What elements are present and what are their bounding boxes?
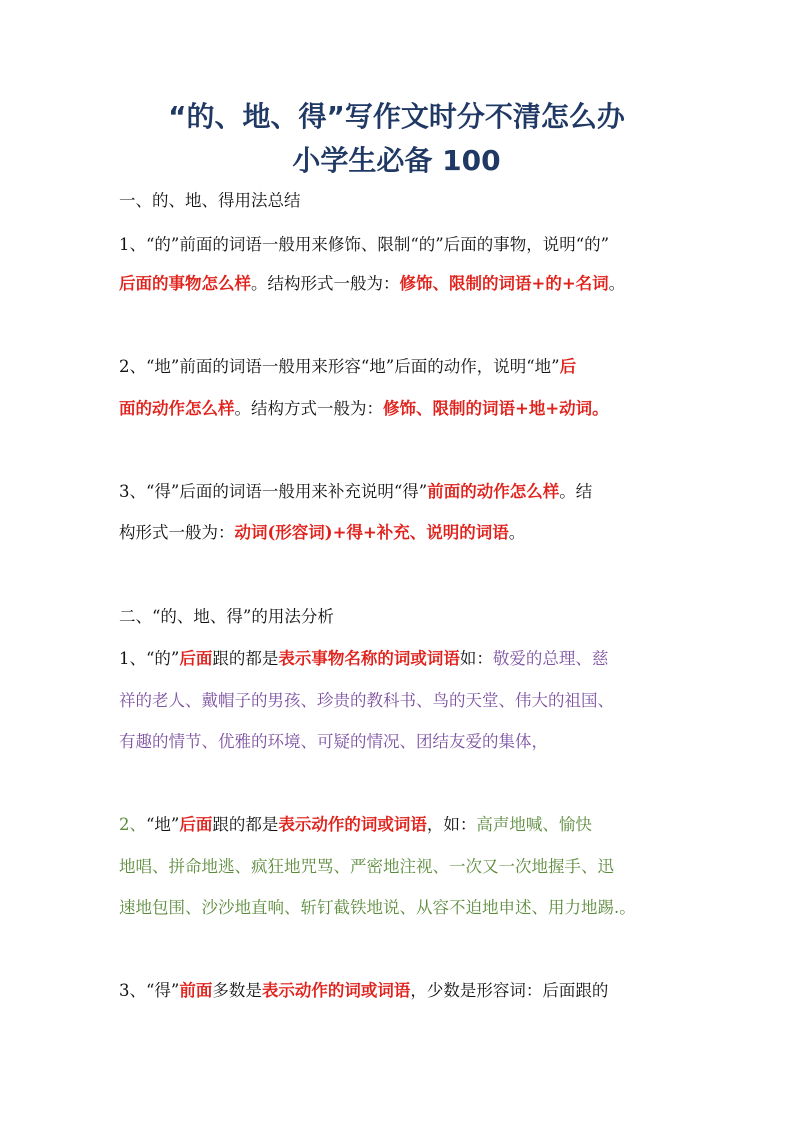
example-text: 高声地喊、愉快 <box>476 815 592 834</box>
highlight: 后面的事物怎么样 <box>119 274 251 293</box>
example-text: 敬爱的总理、慈 <box>492 649 609 668</box>
text: 3、“得” <box>119 981 180 1000</box>
text: 跟的都是 <box>212 649 279 668</box>
highlight: 前面的动作怎么样 <box>427 482 560 501</box>
text: 跟的都是 <box>212 815 279 834</box>
text: ，如： <box>426 815 477 834</box>
s1-item1-line2 <box>119 273 679 295</box>
s1-item3-line2 <box>119 522 679 544</box>
text: 。结构方式一般为： <box>234 399 383 418</box>
highlight: 表示动作的词或词语 <box>261 981 411 1000</box>
page-subtitle: 小学生必备 100 <box>292 144 501 177</box>
page-title: “的、地、得”写作文时分不清怎么办 <box>168 100 625 133</box>
section2-heading: 二、“的、地、得”的用法分析 <box>119 607 334 626</box>
highlight: 前面 <box>179 981 213 1000</box>
s2-item3-line1 <box>119 980 679 1002</box>
item-number: 2、 <box>119 815 146 834</box>
s1-item1-line1: 1、“的”前面的词语一般用来修饰、限制“的”后面的事物，说明“的” <box>119 235 610 254</box>
text: 如： <box>459 649 493 668</box>
text: “地” <box>146 815 180 834</box>
highlight: 后面 <box>179 649 213 668</box>
text: 3、“得”后面的词语一般用来补充说明“得” <box>119 482 428 501</box>
highlight: 面的动作怎么样 <box>119 399 235 418</box>
text: 。结构形式一般为： <box>251 274 400 293</box>
highlight: 动词(形容词)+得+补充、说明的词语 <box>234 523 509 542</box>
highlight: 表示动作的词或词语 <box>278 815 427 834</box>
text: 。 <box>608 274 626 293</box>
s2-item1-line1 <box>119 648 679 670</box>
s1-item2-line1 <box>119 356 679 378</box>
text: 构形式一般为： <box>119 523 235 542</box>
text: ，少数是形容词：后面跟的 <box>410 981 609 1000</box>
text: 。 <box>508 523 526 542</box>
text: 多数是 <box>212 981 262 1000</box>
highlight: 后面 <box>179 815 213 834</box>
s2-item2-line3: 速地包围、沙沙地直响、斩钉截铁地说、从容不迫地申述、用力地踢.。 <box>119 898 636 917</box>
highlight: 表示事物名称的词或词语 <box>278 649 460 668</box>
s2-item1-line3: 有趣的情节、优雅的环境、可疑的情况、团结友爱的集体， <box>119 732 548 751</box>
text: 1、“的” <box>119 649 180 668</box>
text: 。结 <box>559 482 593 501</box>
highlight: 修饰、限制的词语+地+动词。 <box>383 399 609 418</box>
s1-item3-line1 <box>119 481 679 503</box>
s2-item2-line1 <box>119 814 679 836</box>
s2-item1-line2: 祥的老人、戴帽子的男孩、珍贵的教科书、鸟的天堂、伟大的祖国、 <box>119 691 614 710</box>
s2-item2-line2: 地唱、拼命地逃、疯狂地咒骂、严密地注视、一次又一次地握手、迅 <box>119 857 614 876</box>
text: 2、“地”前面的词语一般用来形容“地”后面的动作，说明“地” <box>119 357 560 376</box>
highlight: 修饰、限制的词语+的+名词 <box>399 274 609 293</box>
section1-heading: 一、的、地、得用法总结 <box>119 191 301 210</box>
highlight: 后 <box>559 357 577 376</box>
s1-item2-line2 <box>119 398 679 420</box>
